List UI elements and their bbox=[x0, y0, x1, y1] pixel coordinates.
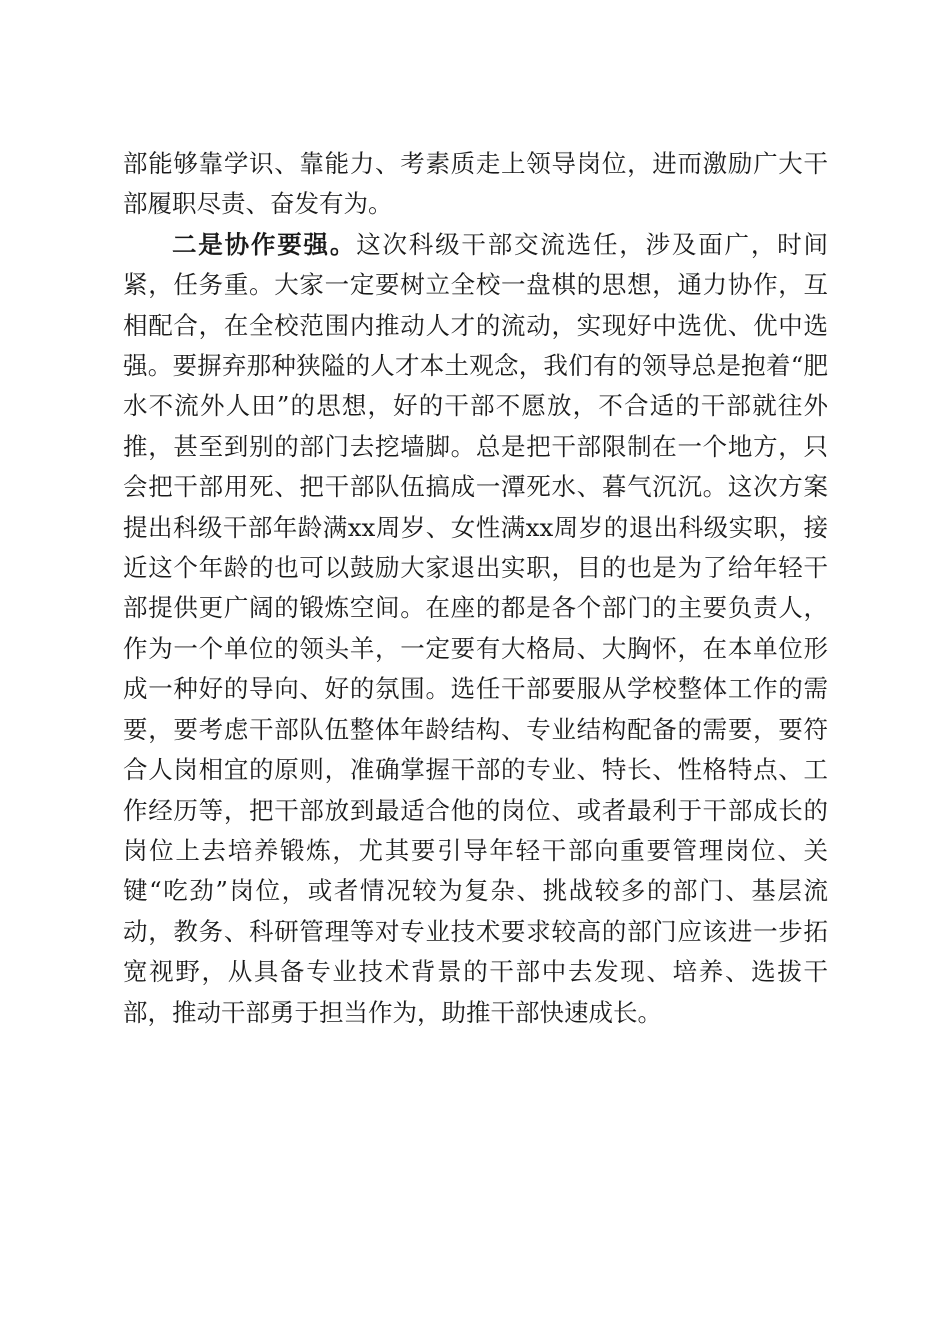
paragraph-lead-heading: 二是协作要强。 bbox=[172, 229, 357, 259]
paragraph-text: 部能够靠学识、靠能力、考素质走上领导岗位，进而激励广大干部履职尽责、奋发有为。 bbox=[123, 149, 828, 219]
paragraph-text: 这次科级干部交流选任，涉及面广，时间紧，任务重。大家一定要树立全校一盘棋的思想，通力协作，互相配合，在全校范围内推动人才的流动，实现好中选优、优中选强。要摒弃那种狭隘的人才本土观念，我们有的领导总是抱着“肥水不流外人田”的思想，好的干部不愿放，不合适的干部就往外推，甚至到别的部门去挖墙脚。总是把干部限制在一个地方，只会把干部用死、把干部队伍搞成一潭死水、暮气沉沉。这次方案提出科级干部年龄满xx周岁、女性满xx周岁的退出科级实职，接近这个年龄的也可以鼓励大家退出实职，目的也是为了给年轻干部提供更广阔的锻炼空间。在座的都是各个部门的主要负责人，作为一个单位的领头羊，一定要有大格局、大胸怀，在本单位形成一种好的导向、好的氛围。选任干部要服从学校整体工作的需要，要考虑干部队伍整体年龄结构、专业结构配备的需要，要符合人岗相宜的原则，准确掌握干部的专业、特长、性格特点、工作经历等，把干部放到最适合他的岗位、或者最利于干部成长的岗位上去培养锻炼，尤其要引导年轻干部向重要管理岗位、关键“吃劲”岗位，或者情况较为复杂、挑战较多的部门、基层流动，教务、科研管理等对专业技术要求较高的部门应该进一步拓宽视野，从具备专业技术背景的干部中去发现、培养、选拔干部，推动干部勇于担当作为，助推干部快速成长。 bbox=[123, 229, 828, 1027]
document-body bbox=[123, 144, 828, 1033]
paragraph-collaboration bbox=[123, 225, 828, 1033]
paragraph-continuation bbox=[123, 144, 828, 225]
